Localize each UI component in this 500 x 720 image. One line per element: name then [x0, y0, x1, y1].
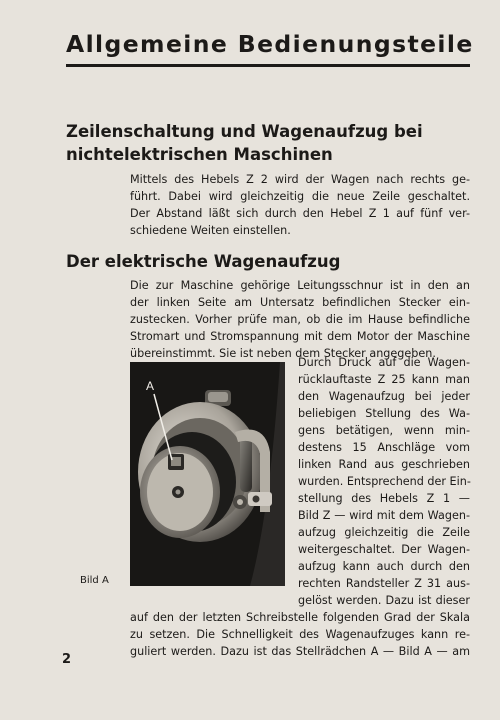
section2-side-line: Durch Druck auf die Wagen- — [298, 356, 470, 369]
title-underline — [66, 64, 470, 67]
page-number: 2 — [62, 652, 72, 667]
section1-heading-line2: nichtelektrischen Maschinen — [66, 145, 333, 164]
page-title: Allgemeine Bedienungsteile — [66, 30, 474, 58]
section1-text-line: führt. Dabei wird gleichzeitig die neue Zeile geschaltet. — [130, 190, 470, 203]
section2-text-line: guliert werden. Dazu ist das Stellrädchen A — Bild A — am — [130, 645, 470, 658]
section2-side-line: gelöst werden. Dazu ist dieser — [298, 594, 470, 607]
section2-side-line: stellung des Hebels Z 1 — — [298, 492, 470, 505]
callout-label-a: A — [146, 379, 155, 393]
section2-text-line: auf den der letzten Schreibstelle folgenden Grad der Skala — [130, 611, 470, 624]
section1-text-line: Mittels des Hebels Z 2 wird der Wagen nach rechts ge- — [130, 173, 470, 186]
section2-text-line: übereinstimmt. Sie ist neben dem Stecker angegeben. — [130, 347, 436, 360]
section2-side-line: weitergeschaltet. Der Wagen- — [298, 543, 470, 556]
section2-side-line: beliebigen Stellung des Wa- — [298, 407, 470, 420]
section2-text-line: Stromart und Stromspannung mit dem Motor der Maschine — [130, 330, 470, 343]
section2-text-line: zustecken. Vorher prüfe man, ob die im Hause befindliche — [130, 313, 470, 326]
section1-heading-line1: Zeilenschaltung und Wagenaufzug bei — [66, 122, 423, 141]
carriage-return-mechanism-photo — [130, 362, 285, 586]
section2-side-line: aufzug gleichzeitig die Zeile — [298, 526, 470, 539]
section2-text-line: Die zur Maschine gehörige Leitungsschnur ist in den an — [130, 279, 470, 292]
section2-text-line: zu setzen. Die Schnelligkeit des Wagenaufzuges kann re- — [130, 628, 470, 641]
section2-side-line: destens 15 Anschläge vom — [298, 441, 470, 454]
section2-side-line: linken Rand aus geschrieben — [298, 458, 470, 471]
section2-side-line: Bild Z — wird mit dem Wagen- — [298, 509, 470, 522]
section2-side-line: gens betätigen, wenn min- — [298, 424, 470, 437]
section1-text-line: schiedene Weiten einstellen. — [130, 224, 291, 237]
section2-side-line: den Wagenaufzug bei jeder — [298, 390, 470, 403]
section2-side-line: rechten Randsteller Z 31 aus- — [298, 577, 470, 590]
figure-caption: Bild A — [80, 575, 109, 586]
section2-side-line: wurden. Entsprechend der Ein- — [298, 475, 471, 488]
section2-heading: Der elektrische Wagenaufzug — [66, 252, 341, 271]
section2-side-line: aufzug kann auch durch den — [298, 560, 470, 573]
section1-text-line: Der Abstand läßt sich durch den Hebel Z 1 auf fünf ver- — [130, 207, 470, 220]
section2-text-line: der linken Seite am Untersatz befindlichen Stecker ein- — [130, 296, 470, 309]
section2-side-line: rücklauftaste Z 25 kann man — [298, 373, 470, 386]
figure-photo-bild-a — [130, 362, 285, 586]
